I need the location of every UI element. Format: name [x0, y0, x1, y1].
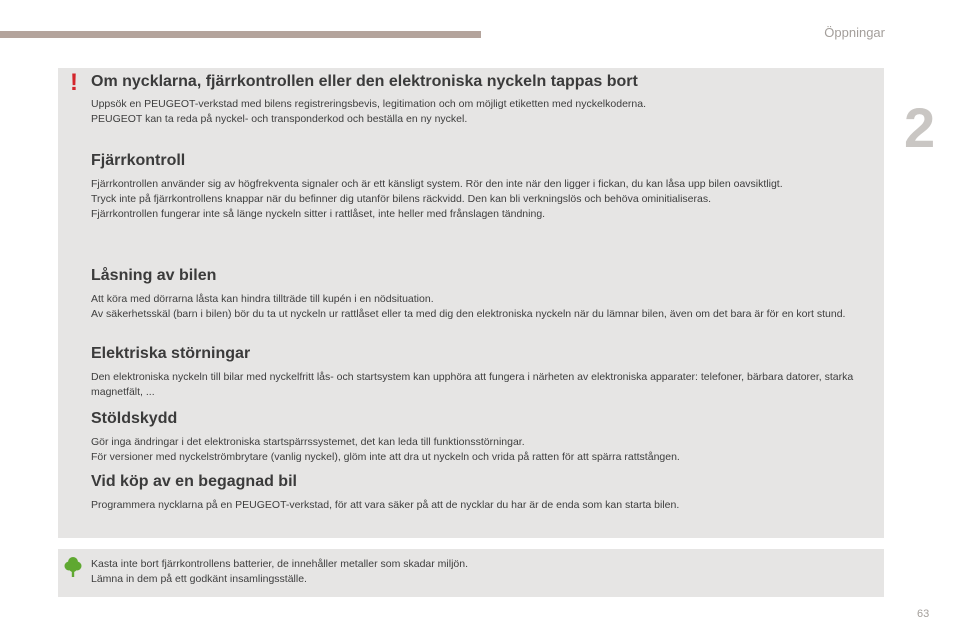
- environment-paragraph: [91, 557, 871, 587]
- section-text: [91, 435, 871, 465]
- warning-line: PEUGEOT kan ta reda på nyckel- och transponderkod och beställa en ny nyckel.: [91, 113, 468, 125]
- section-line: Att köra med dörrarna låsta kan hindra tillträde till kupén i en nödsituation.: [91, 293, 434, 305]
- section-line: Gör inga ändringar i det elektroniska startspärrssystemet, det kan leda till funktionsstörningar.: [91, 436, 525, 448]
- tree-icon: [64, 556, 82, 578]
- section-heading: Elektriska störningar: [91, 345, 251, 362]
- section-heading: Låsning av bilen: [91, 267, 217, 284]
- warning-title: Om nycklarna, fjärrkontrollen eller den elektroniska nyckeln tappas bort: [91, 73, 638, 90]
- exclamation-icon: !: [70, 69, 78, 96]
- warning-text: [91, 97, 871, 127]
- section-line: Fjärrkontrollen fungerar inte så länge nyckeln sitter i rattlåset, inte heller med frånslagen tändning.: [91, 208, 546, 220]
- chapter-number: 2: [904, 96, 936, 159]
- section-text: [91, 370, 871, 400]
- section-heading: Vid köp av en begagnad bil: [91, 473, 297, 490]
- section-line: Av säkerhetsskäl (barn i bilen) bör du ta ut nyckeln ur rattlåset eller ta med dig den elektroniska nyckeln när du lämnar bilen, även om det bara är för en kort stund.: [91, 308, 846, 320]
- section-text: [91, 498, 871, 513]
- section-anti-theft: [91, 409, 871, 465]
- warning-block: [91, 72, 871, 127]
- section-used-car: [91, 472, 871, 513]
- page-number: 63: [917, 608, 930, 620]
- section-line: För versioner med nyckelströmbrytare (vanlig nyckel), glöm inte att dra ut nyckeln och vrida på ratten för att spärra rattstången.: [91, 451, 680, 463]
- section-line: Den elektroniska nyckeln till bilar med nyckelfritt lås- och startsystem kan upphöra att fungera i närheten av elektroniska apparater: telefoner, bärbara datorer, starka magnetfält, ...: [91, 371, 854, 398]
- section-text: [91, 292, 871, 322]
- section-remote: [91, 151, 871, 222]
- section-line: Fjärrkontrollen använder sig av högfrekventa signaler och är ett känsligt system. Rör den inte när den ligger i fickan, du kan låsa upp bilen oavsiktligt.: [91, 178, 783, 190]
- section-line: Tryck inte på fjärrkontrollens knappar när du befinner dig utanför bilens räckvidd. Den kan bli verkningslös och behöva ominitialiseras.: [91, 193, 712, 205]
- environment-text: [91, 557, 871, 587]
- section-text: [91, 177, 871, 222]
- section-heading: Stöldskydd: [91, 410, 178, 427]
- warning-line: Uppsök en PEUGEOT-verkstad med bilens registreringsbevis, legitimation och om möjligt etiketten med nyckelkoderna.: [91, 98, 646, 110]
- section-locking: [91, 266, 871, 322]
- section-heading: Fjärrkontroll: [91, 152, 186, 169]
- environment-line: Lämna in dem på ett godkänt insamlingsställe.: [91, 573, 307, 585]
- header-rule: [0, 31, 481, 38]
- environment-line: Kasta inte bort fjärrkontrollens batterier, de innehåller metaller som skadar miljön.: [91, 558, 469, 570]
- section-line: Programmera nycklarna på en PEUGEOT-verkstad, för att vara säker på att de nycklar du har är de enda som kan starta bilen.: [91, 499, 680, 511]
- section-title: Öppningar: [824, 25, 885, 40]
- section-interference: [91, 344, 871, 400]
